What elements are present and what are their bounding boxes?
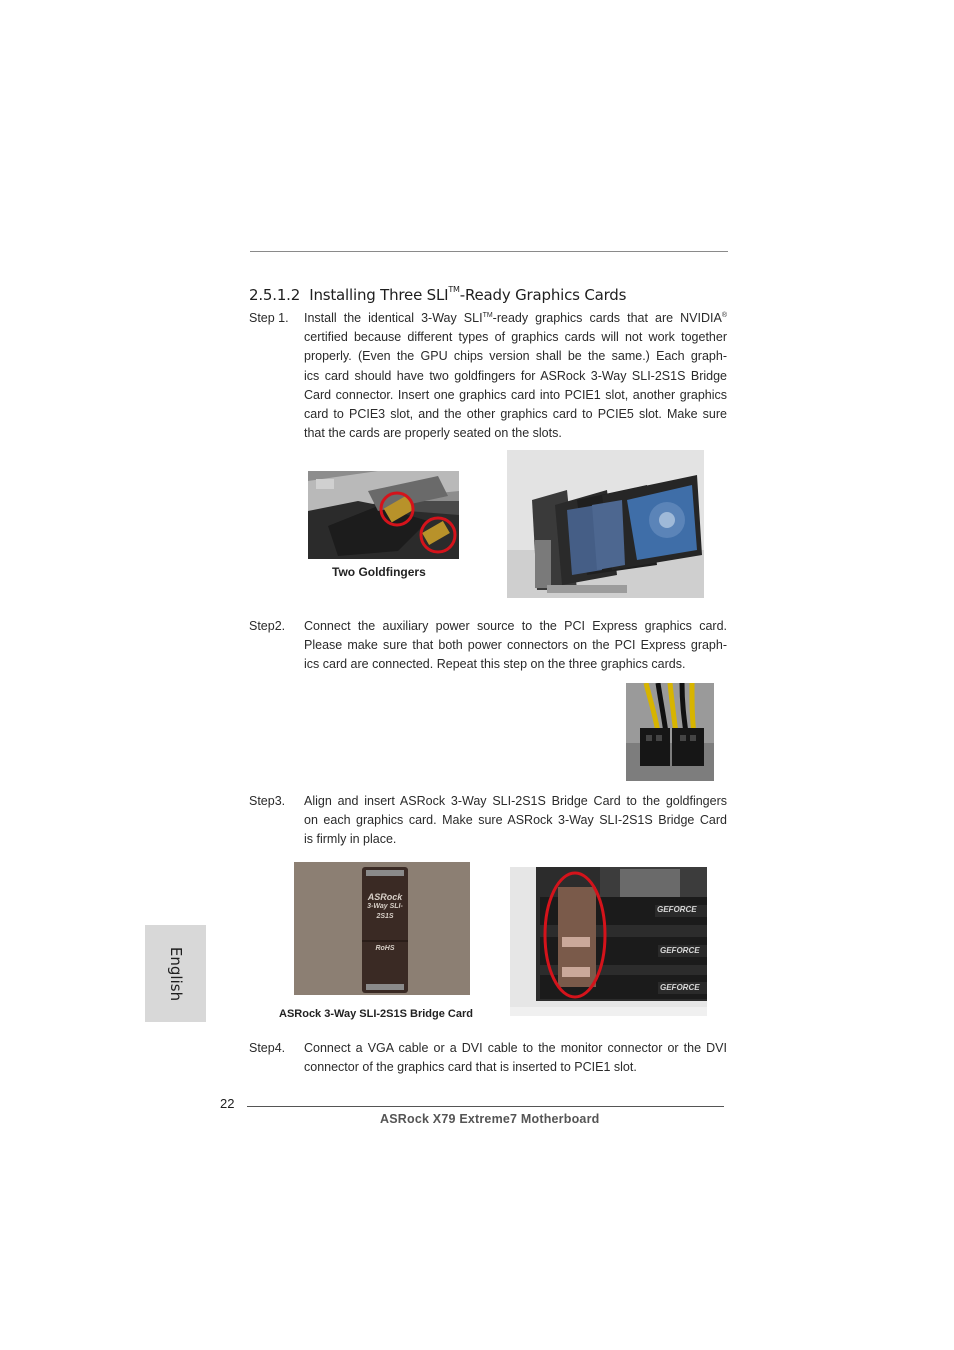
step1-line-5: Card connector. Insert one graphics card into PCIE1 slot, another graphics	[304, 387, 727, 402]
step1-line-7: that the cards are properly seated on the slots.	[304, 426, 562, 441]
section-number: 2.5.1.2	[249, 286, 301, 304]
step4-line-2: connector of the graphics card that is inserted to PCIE1 slot.	[304, 1060, 637, 1075]
bridge-card-photo	[294, 862, 470, 995]
power-connector-photo	[626, 683, 714, 781]
goldfingers-caption: Two Goldfingers	[332, 565, 426, 579]
bridge-card-caption: ASRock 3-Way SLI-2S1S Bridge Card	[279, 1008, 473, 1020]
language-tab-label: English	[166, 946, 185, 1001]
step1-line-1: Install the identical 3-Way SLI™-ready graphics cards that are NVIDIA®	[304, 311, 727, 325]
language-tab	[145, 925, 206, 1022]
step1-line-6: card to PCIE3 slot, and the other graphics card to PCIE5 slot. Make sure	[304, 407, 727, 422]
bridge-installed-photo	[510, 867, 707, 1016]
three-cards-photo	[507, 450, 704, 598]
header-rule	[250, 251, 728, 252]
step4-line-1: Connect a VGA cable or a DVI cable to the monitor connector or the DVI	[304, 1041, 727, 1055]
goldfingers-photo	[308, 471, 459, 559]
step1-line-3: properly. (Even the GPU chips version shall be the same.) Each graph-	[304, 349, 727, 364]
section-heading	[249, 286, 626, 304]
bridge-model-1: 3-Way SLI-	[367, 903, 403, 910]
step3-line-1: Align and insert ASRock 3-Way SLI-2S1S Bridge Card to the goldfingers	[304, 794, 727, 808]
trademark-mark: TM	[448, 285, 460, 294]
geforce-label-1: GEFORCE	[657, 905, 697, 914]
step1-line-2: certified because different types of graphics cards will not work together	[304, 330, 727, 345]
step3-label: Step3.	[249, 794, 286, 808]
step1-line-4: ics card should have two goldfingers for ASRock 3-Way SLI-2S1S Bridge	[304, 368, 727, 383]
step1-label: Step 1.	[249, 311, 289, 325]
bridge-model-2: 2S1S	[376, 913, 394, 920]
page-number: 22	[220, 1096, 235, 1111]
section-title-pre: Installing Three SLI	[309, 286, 449, 304]
bridge-rohs: RoHS	[375, 945, 395, 952]
step3-text	[304, 792, 727, 850]
step3-line-2: on each graphics card. Make sure ASRock 3-Way SLI-2S1S Bridge Card	[304, 813, 727, 828]
step2-label: Step2.	[249, 619, 286, 633]
step4-text	[304, 1039, 727, 1077]
footer-title: ASRock X79 Extreme7 Motherboard	[380, 1112, 600, 1126]
step1-text	[304, 309, 727, 443]
step2-line-3: ics card are connected. Repeat this step on the three graphics cards.	[304, 657, 686, 672]
step3-line-3: is firmly in place.	[304, 832, 397, 847]
geforce-label-2: GEFORCE	[660, 946, 700, 955]
bridge-brand: ASRock	[367, 892, 403, 902]
step4-label: Step4.	[249, 1041, 286, 1055]
step2-line-1: Connect the auxiliary power source to the PCI Express graphics card.	[304, 619, 727, 633]
bridge-card-label	[362, 892, 408, 954]
section-title-post: -Ready Graphics Cards	[459, 286, 627, 304]
step2-line-2: Please make sure that both power connectors on the PCI Express graph-	[304, 638, 727, 653]
step2-text	[304, 617, 727, 675]
footer-rule	[247, 1106, 724, 1107]
geforce-label-3: GEFORCE	[660, 983, 700, 992]
